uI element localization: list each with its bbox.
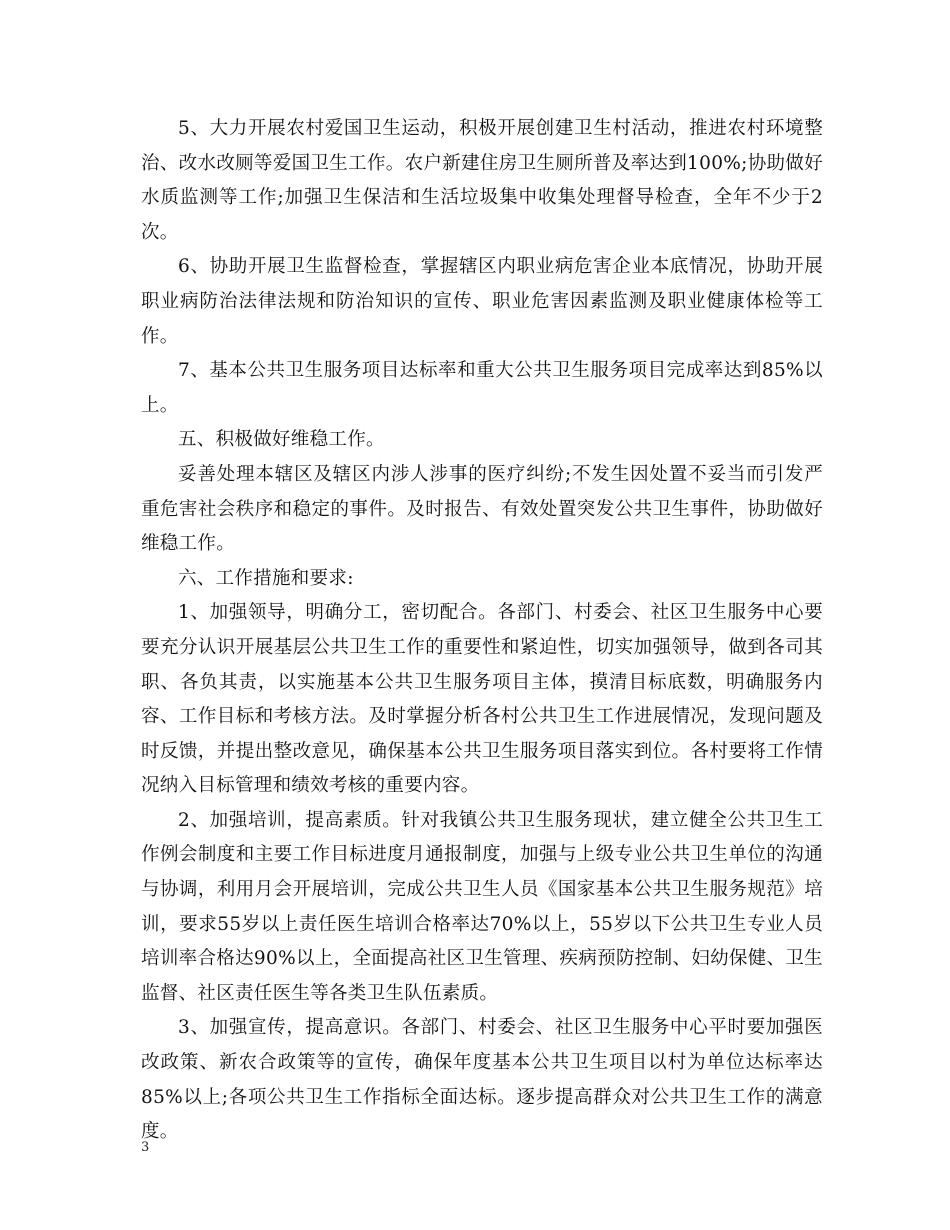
paragraph-item-6-supervision: 6、协助开展卫生监督检查，掌握辖区内职业病危害企业本底情况，协助开展职业病防治法律法规和防治知识的宣传、职业危害因素监测及职业健康体检等工作。 [141,256,823,347]
document-body [141,112,823,1150]
paragraph-measure-3-publicity: 3、加强宣传，提高意识。各部门、村委会、社区卫生服务中心平时要加强医改政策、新农合政策等的宣传，确保年度基本公共卫生项目以村为单位达标率达85%以上;各项公共卫生工作指标全面达标。逐步提高群众对公共卫生工作的满意度。 [141,1017,823,1143]
section-heading-stability: 五、积极做好维稳工作。 [178,429,385,451]
paragraph-measure-2-training: 2、加强培训，提高素质。针对我镇公共卫生服务现状，建立健全公共卫生工作例会制度和主要工作目标进度月通报制度，加强与上级专业公共卫生单位的沟通与协调，利用月会开展培训，完成公共卫生人员《国家基本公共卫生服务规范》培训，要求55岁以上责任医生培训合格率达70%以上，55岁以下公共卫生专业人员培训率合格达90%以上，全面提高社区卫生管理、疾病预防控制、妇幼保健、卫生监督、社区责任医生等各类卫生队伍素质。 [141,809,823,1004]
paragraph-item-5-sanitation: 5、大力开展农村爱国卫生运动，积极开展创建卫生村活动，推进农村环境整治、改水改厕等爱国卫生工作。农户新建住房卫生厕所普及率达到100%;协助做好水质监测等工作;加强卫生保洁和生活垃圾集中收集处理督导检查，全年不少于2次。 [141,118,823,243]
paragraph-measure-1-leadership: 1、加强领导，明确分工，密切配合。各部门、村委会、社区卫生服务中心要要充分认识开展基层公共卫生工作的重要性和紧迫性，切实加强领导，做到各司其职、各负其责，以实施基本公共卫生服务项目主体，摸清目标底数，明确服务内容、工作目标和考核方法。及时掌握分析各村公共卫生工作进展情况，发现问题及时反馈，并提出整改意见，确保基本公共卫生服务项目落实到位。各村要将工作情况纳入目标管理和绩效考核的重要内容。 [141,602,823,797]
section-heading-measures: 六、工作措施和要求: [178,567,354,589]
paragraph-stability: 妥善处理本辖区及辖区内涉人涉事的医疗纠纷;不发生因处置不妥当而引发严重危害社会秩序和稳定的事件。及时报告、有效处置突发公共卫生事件，协助做好维稳工作。 [141,463,823,555]
paragraph-item-7-targets: 7、基本公共卫生服务项目达标率和重大公共卫生服务项目完成率达到85%以上。 [141,360,823,416]
page-number: 3 [141,1140,150,1155]
